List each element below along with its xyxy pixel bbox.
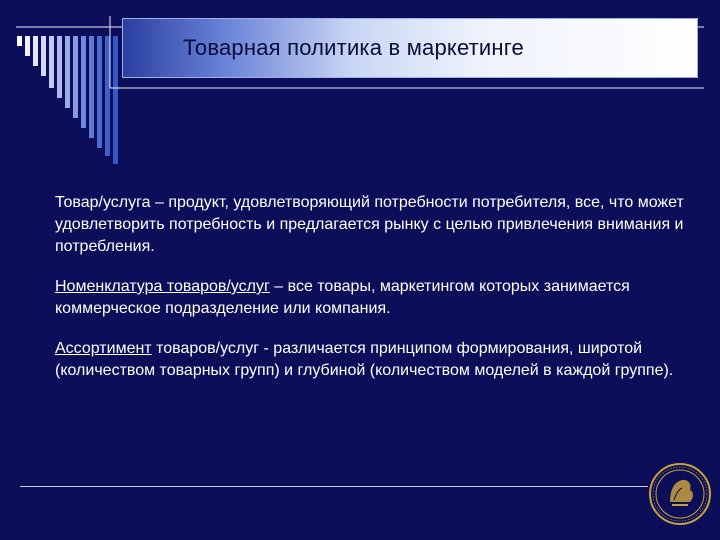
slide-title: Товарная политика в маркетинге [183,35,524,60]
paragraph-text: Товар/услуга – продукт, удовлетворяющий потребности потребителя, все, что может удовлетворить потребность и предлагается рынку с целью привлечения внимания и потребления. [55,194,684,255]
paragraph-nomenclature [55,276,695,320]
paragraph-text: – все товары, маркетингом которых занимается коммерческое подразделение или компания. [55,278,630,317]
slide-body [55,192,695,400]
paragraph-assortment [55,338,695,382]
title-banner [122,18,698,78]
vertical-stripes-decoration [17,36,118,164]
university-seal-icon [648,462,712,526]
term-assortment: Ассортимент [55,340,152,357]
footer-divider [20,486,648,487]
paragraph-text: товаров/услуг - различается принципом формирования, широтой (количеством товарных групп) и глубиной (количеством моделей в каждой группе). [55,340,674,379]
term-nomenclature: Номенклатура товаров/услуг [55,278,270,295]
paragraph-product-definition [55,192,695,258]
